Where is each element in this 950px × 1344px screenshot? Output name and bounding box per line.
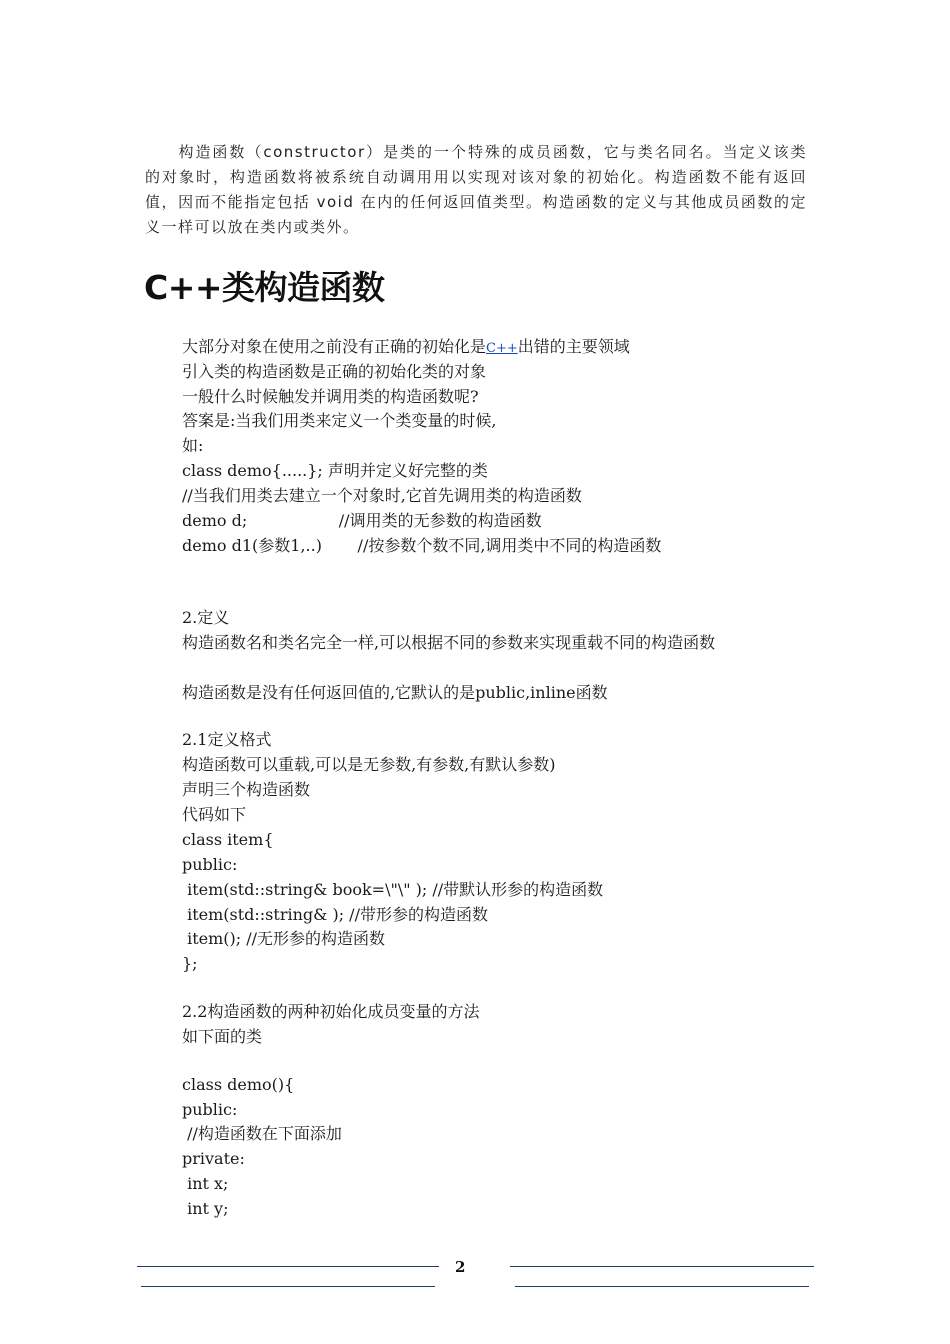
code-line: class item{ bbox=[182, 830, 274, 849]
footer-rule-top-right bbox=[510, 1266, 814, 1267]
body-line: 构造函数可以重载,可以是无参数,有参数,有默认参数) bbox=[182, 755, 556, 774]
subheading-2-1: 2.1定义格式 bbox=[182, 730, 272, 749]
body-line: 构造函数是没有任何返回值的,它默认的是public,inline函数 bbox=[182, 683, 608, 702]
subheading-2: 2.定义 bbox=[182, 608, 230, 627]
body-line-5: 如: bbox=[182, 436, 204, 455]
code-line: int x; bbox=[182, 1174, 229, 1193]
code-line: class demo(){ bbox=[182, 1075, 295, 1094]
body-text: 出错的主要领域 bbox=[517, 337, 630, 356]
code-line: }; bbox=[182, 954, 198, 973]
body-line: 如下面的类 bbox=[182, 1027, 263, 1046]
code-line: class demo{.....}; 声明并定义好完整的类 bbox=[182, 461, 488, 480]
section-heading: C++类构造函数 bbox=[144, 268, 385, 307]
body-text: 大部分对象在使用之前没有正确的初始化是 bbox=[182, 337, 487, 356]
body-line: 代码如下 bbox=[182, 805, 247, 824]
cpp-link[interactable]: C++ bbox=[486, 341, 518, 356]
body-line: 声明三个构造函数 bbox=[182, 780, 311, 799]
code-line: item(); //无形参的构造函数 bbox=[182, 929, 386, 948]
body-line-2: 引入类的构造函数是正确的初始化类的对象 bbox=[182, 362, 487, 381]
body-line-4: 答案是:当我们用类来定义一个类变量的时候, bbox=[182, 411, 497, 430]
intro-paragraph bbox=[145, 140, 807, 240]
code-line: int y; bbox=[182, 1199, 229, 1218]
code-line: item(std::string& book=\"\" ); //带默认形参的构造函数 bbox=[182, 880, 604, 899]
code-line: private: bbox=[182, 1149, 245, 1168]
page-number: 2 bbox=[455, 1258, 466, 1276]
code-line: demo d; //调用类的无参数的构造函数 bbox=[182, 511, 542, 530]
intro-text: 构造函数（constructor）是类的一个特殊的成员函数，它与类名同名。当定义该类的对象时，构造函数将被系统自动调用用以实现对该对象的初始化。构造函数不能有返回值，因而不能指定包括 void 在内的任何返回值类型。构造函数的定义与其他成员函数的定义一样可以放在类内或类外。 bbox=[145, 143, 807, 236]
body-line-1 bbox=[182, 334, 630, 361]
code-comment-line: //当我们用类去建立一个对象时,它首先调用类的构造函数 bbox=[182, 486, 582, 505]
body-line-3: 一般什么时候触发并调用类的构造函数呢? bbox=[182, 387, 479, 406]
footer-rule-bottom-right bbox=[515, 1286, 809, 1287]
code-line: //构造函数在下面添加 bbox=[182, 1124, 342, 1143]
body-paragraph: 构造函数名和类名完全一样,可以根据不同的参数来实现重载不同的构造函数 bbox=[182, 633, 716, 652]
footer-rule-bottom-left bbox=[141, 1286, 435, 1287]
code-line: public: bbox=[182, 1100, 238, 1119]
footer-rule-top-left bbox=[137, 1266, 439, 1267]
subheading-2-2: 2.2构造函数的两种初始化成员变量的方法 bbox=[182, 1002, 480, 1021]
code-line: item(std::string& ); //带形参的构造函数 bbox=[182, 905, 488, 924]
code-line: public: bbox=[182, 855, 238, 874]
code-line: demo d1(参数1,..) //按参数个数不同,调用类中不同的构造函数 bbox=[182, 536, 662, 555]
